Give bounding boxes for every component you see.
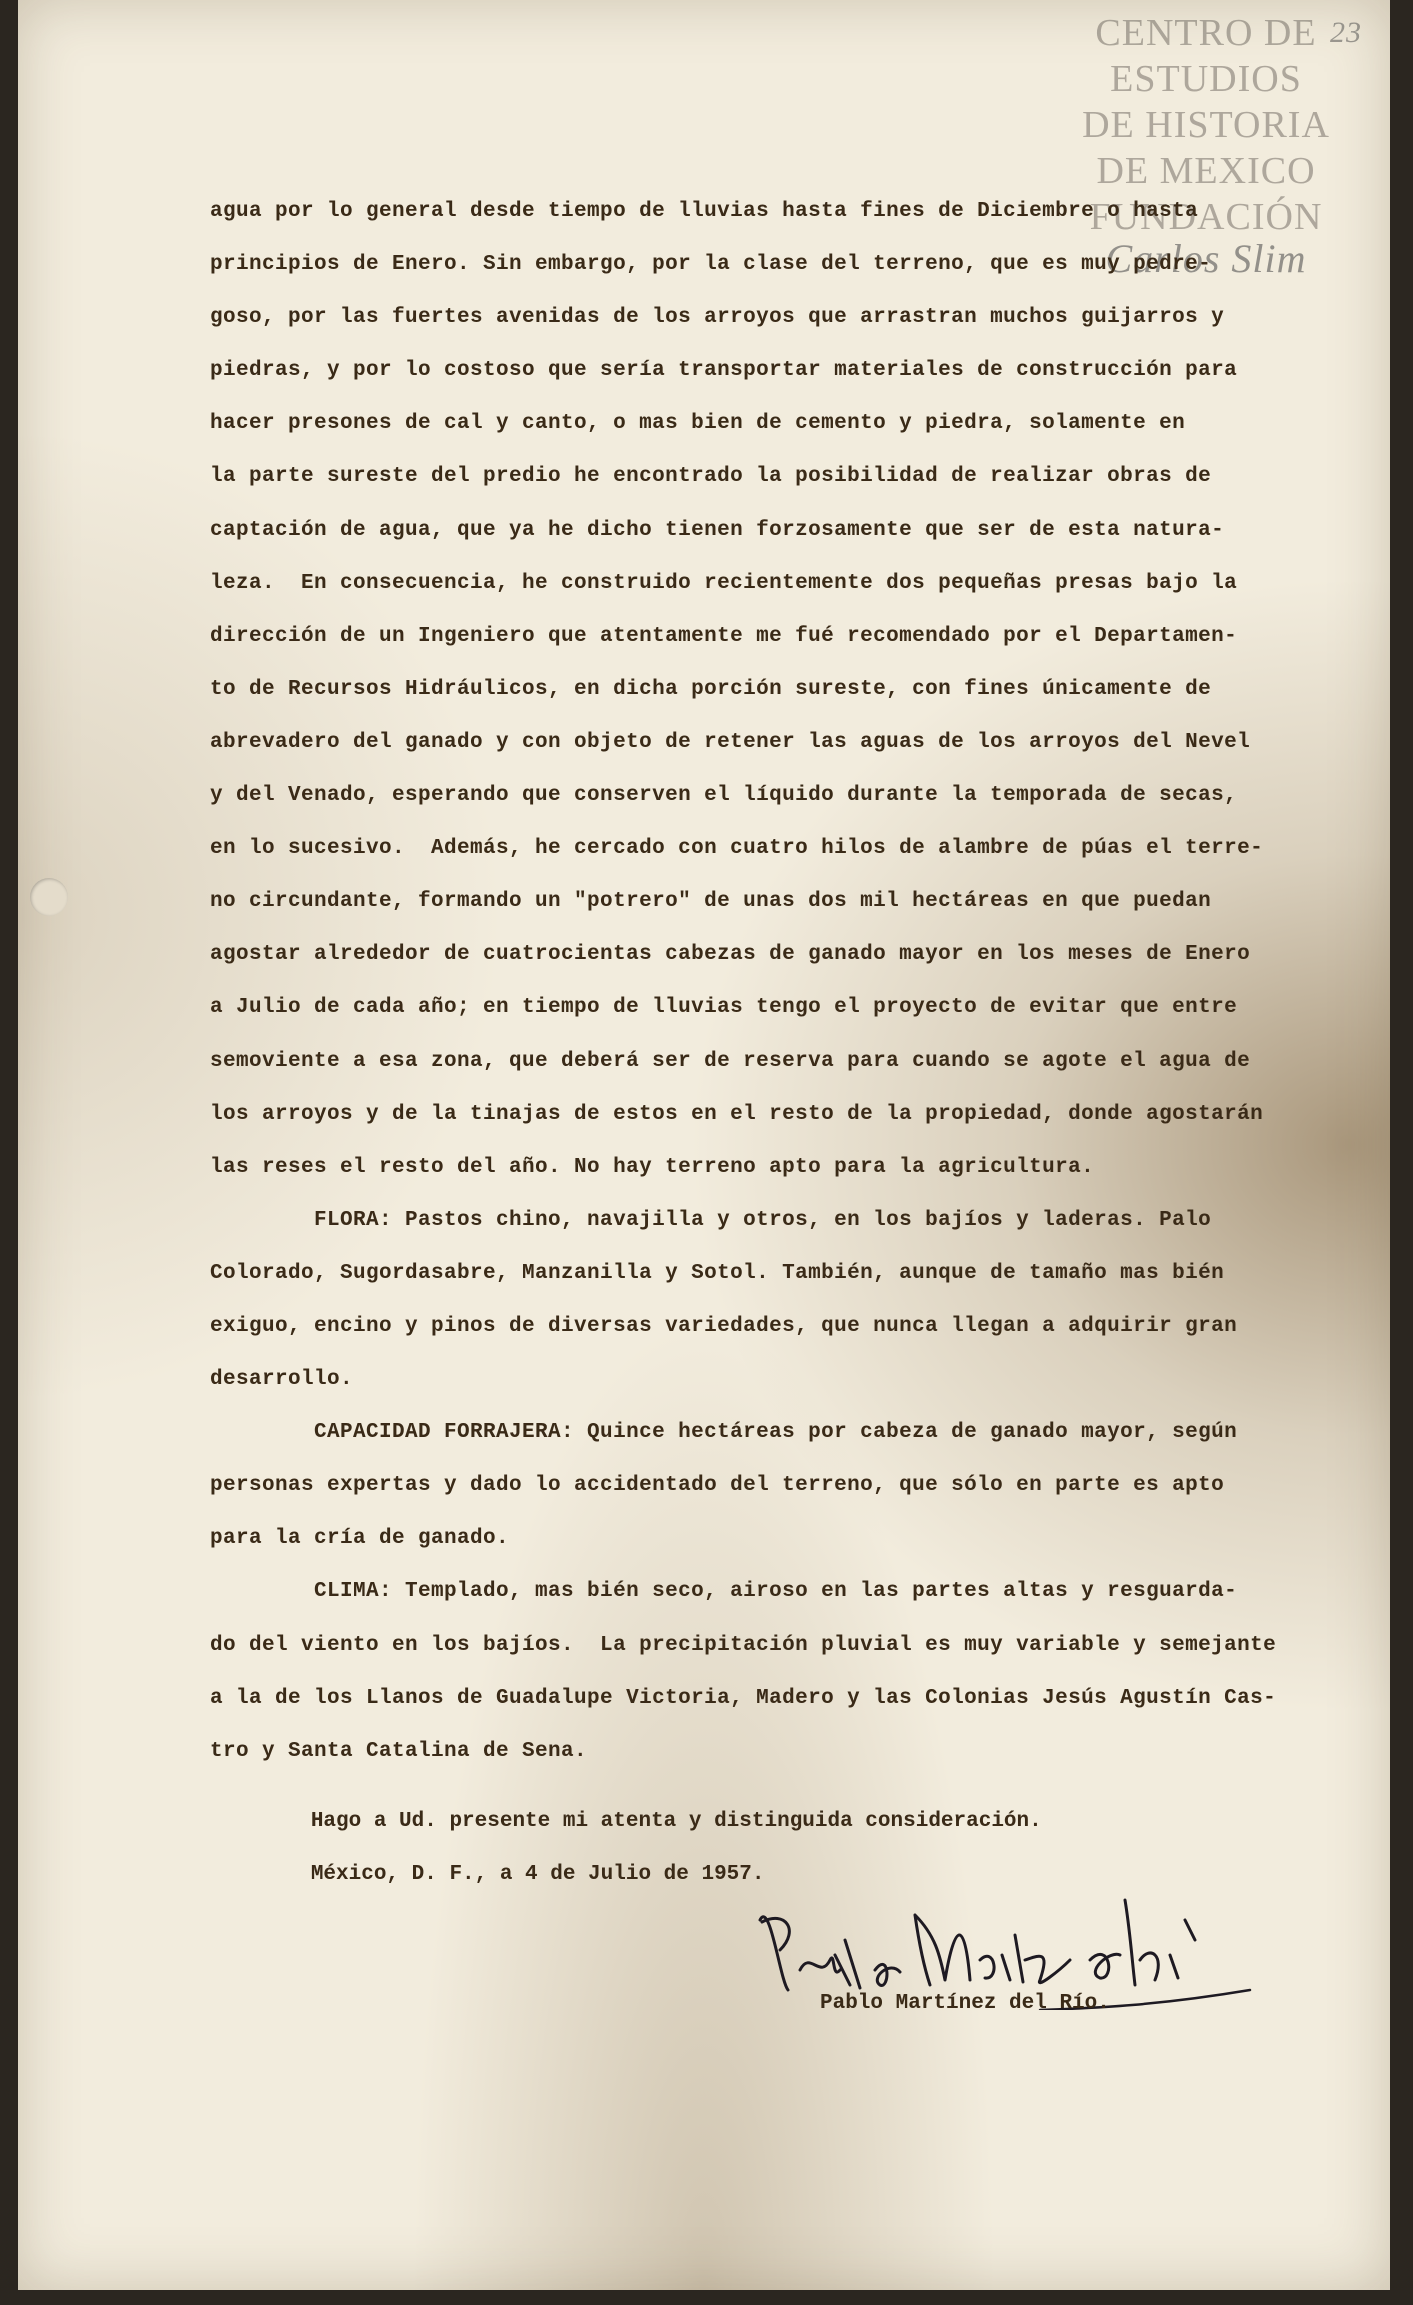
- text-line: leza. En consecuencia, he construido recientemente dos pequeñas presas bajo la: [210, 571, 1238, 595]
- text-line: piedras, y por lo costoso que sería transportar materiales de construcción para: [210, 359, 1238, 383]
- text-line: no circundante, formando un "potrero" de unas dos mil hectáreas en que puedan: [210, 890, 1212, 914]
- watermark-signature: Carlos Slim: [1105, 236, 1307, 281]
- text-line: los arroyos y de la tinajas de estos en el resto de la propiedad, donde agostarán: [210, 1102, 1264, 1126]
- text-line: tro y Santa Catalina de Sena.: [210, 1739, 588, 1763]
- text-line: principios de Enero. Sin embargo, por la clase del terreno, que es muy pedre-: [210, 253, 1212, 277]
- text-line: exiguo, encino y pinos de diversas variedades, que nunca llegan a adquirir gran: [210, 1314, 1238, 1338]
- text-line: agua por lo general desde tiempo de lluvias hasta fines de Diciembre o hasta: [210, 200, 1199, 223]
- text-line: abrevadero del ganado y con objeto de retener las aguas de los arroyos del Nevel: [210, 730, 1251, 754]
- text-line: para la cría de ganado.: [210, 1527, 510, 1551]
- text-line: to de Recursos Hidráulicos, en dicha porción sureste, con fines únicamente de: [210, 677, 1212, 701]
- text-line: a Julio de cada año; en tiempo de lluvias tengo el proyecto de evitar que entre: [210, 996, 1238, 1020]
- text-line: en lo sucesivo. Además, he cercado con cuatro hilos de alambre de púas el terre-: [210, 837, 1264, 861]
- text-line: do del viento en los bajíos. La precipitación pluvial es muy variable y semejante: [210, 1633, 1277, 1657]
- text-line: a la de los Llanos de Guadalupe Victoria, Madero y las Colonias Jesús Agustín Cas-: [210, 1686, 1277, 1710]
- text-line: goso, por las fuertes avenidas de los arroyos que arrastran muchos guijarros y: [210, 306, 1225, 330]
- watermark-line: ESTUDIOS: [1110, 58, 1302, 100]
- watermark-line: DE HISTORIA: [1082, 104, 1330, 146]
- text-line: captación de agua, que ya he dicho tienen forzosamente que ser de esta natura-: [210, 518, 1225, 542]
- text-line: agostar alrededor de cuatrocientas cabezas de ganado mayor en los meses de Enero: [210, 943, 1251, 967]
- letter-body: [210, 185, 1300, 1778]
- punch-hole: [30, 878, 68, 916]
- watermark-line: DE MEXICO: [1096, 150, 1316, 192]
- text-line: Colorado, Sugordasabre, Manzanilla y Sotol. También, aunque de tamaño mas bién: [210, 1261, 1225, 1285]
- text-line: FLORA: Pastos chino, navajilla y otros, en los bajíos y laderas. Palo: [210, 1208, 1212, 1232]
- date-line: México, D. F., a 4 de Julio de 1957.: [210, 1863, 765, 1887]
- text-line: las reses el resto del año. No hay terreno apto para la agricultura.: [210, 1155, 1095, 1179]
- text-line: desarrollo.: [210, 1368, 354, 1392]
- text-line: y del Venado, esperando que conserven el líquido durante la temporada de secas,: [210, 784, 1238, 808]
- text-line: CLIMA: Templado, mas bién seco, airoso en las partes altas y resguarda-: [210, 1580, 1238, 1604]
- signer-name: Pablo Martínez del Río.: [820, 1992, 1110, 2015]
- closing-regards: Hago a Ud. presente mi atenta y distinguida consideración.: [210, 1810, 1042, 1833]
- handwritten-signature: [740, 1860, 1260, 2010]
- text-line: CAPACIDAD FORRAJERA: Quince hectáreas por cabeza de ganado mayor, según: [210, 1421, 1238, 1445]
- text-line: personas expertas y dado lo accidentado del terreno, que sólo en parte es apto: [210, 1474, 1225, 1498]
- text-line: semoviente a esa zona, que deberá ser de reserva para cuando se agote el agua de: [210, 1049, 1251, 1073]
- watermark-line: CENTRO DE: [1095, 12, 1317, 54]
- text-line: hacer presones de cal y canto, o mas bien de cemento y piedra, solamente en: [210, 412, 1186, 436]
- text-line: la parte sureste del predio he encontrado la posibilidad de realizar obras de: [210, 465, 1212, 489]
- text-line: dirección de un Ingeniero que atentamente me fué recomendado por el Departamen-: [210, 624, 1238, 648]
- page-number: 23: [1330, 16, 1362, 49]
- watermark-line: FUNDACIÓN: [1089, 196, 1323, 238]
